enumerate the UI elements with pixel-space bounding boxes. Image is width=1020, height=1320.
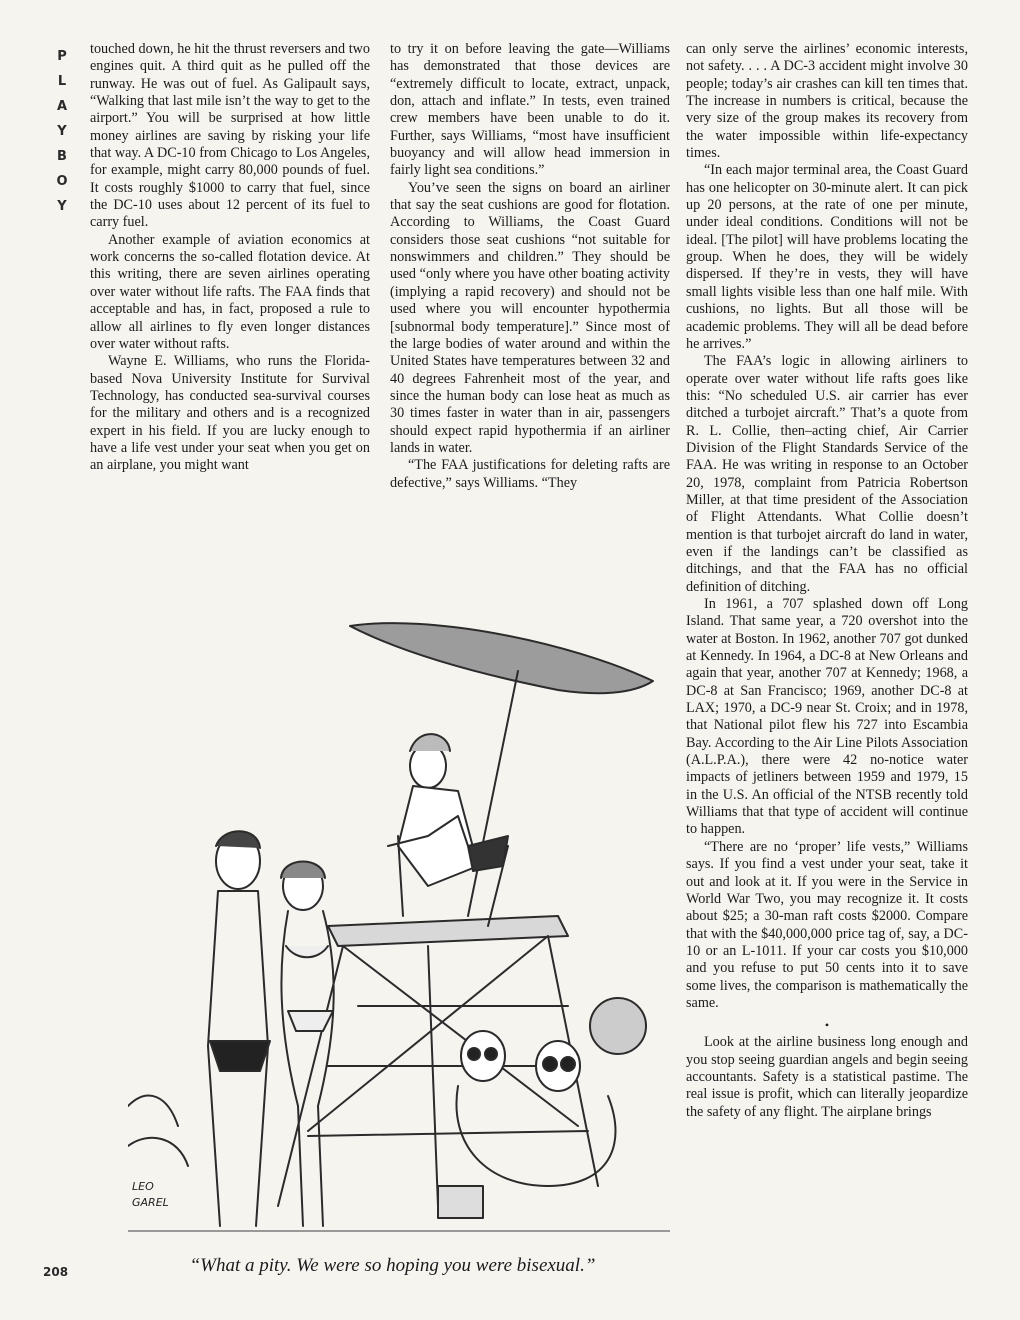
paragraph: to try it on before leaving the gate—Williams has demonstrated that those devices are “extremely difficult to locate, extract, unpack, don, attach and inflate.” In tests, even trained crew members have been unable to do it. Further, says Williams, “most have insufficient buoyancy and will allow head immersion in fairly light sea conditions.” [390,41,670,179]
lifeguard-body [398,786,478,886]
column-2 [390,41,670,492]
section-break-bullet: • [824,1018,830,1033]
background-crowd [128,1096,188,1166]
paragraph: can only serve the airlines’ economic interests, not safety. . . . A DC-3 accident might involve 30 people; today’s air crashes can kill ten times that. The increase in numbers is critical, because the very size of the group makes its recovery from the water impossible within life-expectancy times. [686,41,968,162]
column-3 [686,41,968,1121]
masthead-letter: Y [57,124,67,139]
paragraph: “There are no ‘proper’ life vests,” Williams says. If you find a vest under your seat, take it out and look at it. If you were in the Service in World War Two, you may recognize it. It costs about $25; a 30-man raft costs $2000. Compare that with the $40,000,000 price tag of, say, a DC-10 or an L-1011. If your car costs you $10,000 and you refuse to put 50 cents into it to save some lives, the comparison is mathematically the same. [686,838,968,1011]
paragraph: The FAA’s logic in allowing airliners to operate over water without life rafts goes like this: “No scheduled U.S. air carrier has ever ditched a turbojet aircraft.” That’s a quote from R. L. Collie, then–acting chief, Air Carrier Division of the Flight Standards Service of the FAA. He was writing in response to an October 20, 1978, complaint from Patricia Robertson Miller, at that time president of the Association of Flight Attendants. What Collie doesn’t mention is that turbojet aircraft do land in water, even if the landings can’t be classified as ditchings, and that the FAA has no official definition of ditching. [686,353,968,595]
masthead [55,44,69,219]
artist-signature-line1: LEO [132,1180,154,1193]
woman-bikini [286,946,333,1031]
beach-bag [438,1186,483,1218]
lifeguard-cap [410,734,450,751]
man-swim-trunks [210,1041,270,1071]
masthead-letter: A [56,99,68,114]
artist-signature-line2: GAREL [132,1196,169,1209]
paragraph: “In each major terminal area, the Coast Guard has one helicopter on 30-minute alert. It can pick up 20 persons, at the rate of one per minute, under ideal conditions. Conditions will not be ideal. [The pilot] will have problems locating the group. When he does, they will be widely dispersed. If they’re in vests, they will have small lights visible less than one half mile. With cushions, no lights. But all those will be academic problems. They will all be dead before he arrives.” [686,162,968,352]
paragraph: touched down, he hit the thrust reversers and two engines quit. A third quit as he pulled off the runway. He was out of fuel. As Galipault says, “Walking that last mile isn’t the way to get to the airport.” You will be surprised at how little money airlines are saving by risking your life that way. A DC-10 from Chicago to Los Angeles, for example, might carry 80,000 pounds of fuel. It costs roughly $1000 to carry that fuel, since the DC-10 uses about 12 percent of its fuel to carry fuel. [90,41,370,231]
masthead-letter: O [56,174,68,189]
tower-platform [328,916,568,946]
beach-umbrella [350,623,653,693]
cartoon-caption: “What a pity. We were so hoping you were bisexual.” [189,1255,596,1276]
beach-ball [590,998,646,1054]
paragraph: “The FAA justifications for deleting rafts are defective,” says Williams. “They [390,457,670,491]
woman-body [281,911,333,1226]
umbrella-pole [468,671,518,916]
paragraph: You’ve seen the signs on board an airliner that say the seat cushions are good for flotation. According to Williams, the Coast Guard considers those seat cushions “not suitable for nonswimmers and children.” They should be used “only where you have other boating activity (implying a rapid recovery) and should not be used where you will encounter hypothermia [subnormal body temperature].” Since most of the large bodies of water around and within the United States have temperatures between 32 and 40 degrees Fahrenheit most of the year, and since the human body can lose heat as much as 30 times faster in water than in air, passengers should expect rapid hypothermia if an airliner lands in water. [390,179,670,456]
sunglasses-icon [485,1048,497,1060]
sunglasses-icon [543,1057,557,1071]
column-1 [90,41,370,475]
sunglasses-icon [561,1057,575,1071]
masthead-letter: L [57,74,67,89]
lifeguard-shorts [468,836,508,871]
paragraph: Wayne E. Williams, who runs the Florida-based Nova University Institute for Survival Technology, has conducted sea-survival courses for the military and others and is a recognized expert in his field. If you are lucky enough to have a life vest under your seat when you get on an airplane, you might want [90,353,370,474]
page-number: 208 [43,1265,69,1279]
sunglasses-icon [468,1048,480,1060]
masthead-letter: P [57,49,67,64]
paragraph: In 1961, a 707 splashed down off Long Island. That same year, a 720 overshot into the water at Boston. In 1962, another 707 got dunked at Kennedy. In 1964, a DC-8 at New Orleans and again that year, another 707 at Kennedy; 1968, a DC-8 at San Francisco; 1969, another DC-8 at LAX; 1970, a DC-9 near St. Croix; and in 1978, that National pilot flew his 727 into Escambia Bay. According to the Air Line Pilots Association (A.L.P.A.), there were 42 no-notice water impacts of jetliners between 1959 and 1979, 15 in the U.S. An official of the NTSB recently told Williams that that type of accident will continue to happen. [686,596,968,838]
man-hair [216,831,260,848]
paragraph: Another example of aviation economics at work concerns the so-called flotation device. At this writing, there are seven airlines operating over water without life rafts. The FAA finds that acceptable and has, in fact, proposed a rule to allow all airlines to fly even longer distances over water without rafts. [90,231,370,352]
paragraph: Look at the airline business long enough and you stop seeing guardian angels and begin seeing accountants. Safety is a statistical pastime. The real issue is profit, which can literally jeopardize the safety of any flight. The airplane brings [686,1034,968,1120]
cartoon-illustration [128,586,670,1241]
masthead-letter: B [57,149,67,164]
woman-hair [281,862,325,879]
masthead-letter: Y [57,199,67,214]
sunbathers-bodies [456,1086,615,1186]
